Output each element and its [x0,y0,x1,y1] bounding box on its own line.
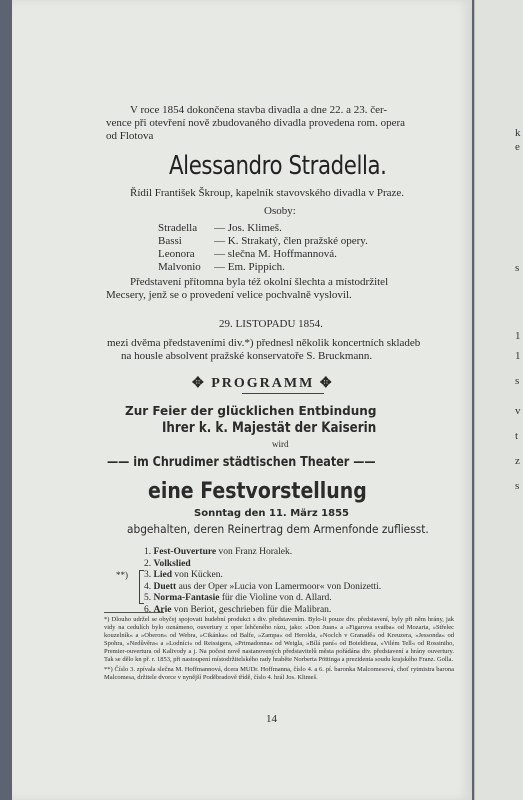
fragment-letter: v [515,405,521,417]
cast-row [158,261,368,274]
cast-actor: — Em. Pippich. [214,261,285,273]
divider [242,393,324,394]
cast-row [158,235,368,248]
footnote-separator [104,612,164,613]
cast-role: Bassi [158,235,182,247]
list-item [144,559,381,571]
footnote-marker: **) [116,570,128,580]
program-line: abgehalten, deren Reinertrag dem Armenfonde zufliesst. [127,522,429,536]
cast-heading: Osoby: [264,205,296,217]
ornament-left-icon: ✥ [192,376,206,391]
opera-title: Alessandro Stradella. [169,151,387,181]
list-item [144,547,381,559]
program-line: Ihrer k. k. Majestät der Kaiserin [162,420,377,436]
item-title: Duett [153,581,177,592]
fragment-letter: z [515,455,520,467]
fragment-letter: k [515,127,521,139]
item-number: 1. [144,547,152,557]
concert-note [107,337,420,363]
festvorstellung-title: eine Festvorstellung [148,479,367,504]
cast-row [158,222,368,235]
item-title: Volkslied [153,558,191,569]
footnotes [104,616,454,682]
note-line: mezi dvěma představeními div.*) přednesl několik koncertních skladeb [107,337,421,349]
note-line: Mecsery, jenž se o provedení velice pochvalně vyslovil. [106,289,352,301]
intro-line: vence při otevření nově zbudovaného divadla provedena rom. opera [106,117,406,129]
fragment-letter: 1 [515,350,521,362]
intro-paragraph [106,104,460,143]
item-rest: für die Violine von d. Allard. [219,593,332,603]
programm-label: PROGRAMM [211,376,315,391]
program-line [107,455,376,470]
item-title: Fest-Ouverture [153,547,217,557]
program-date: Sonntag den 11. März 1855 [194,508,349,519]
cast-actor: — K. Strakatý, člen pražské opery. [214,235,368,247]
programm-heading [192,375,334,392]
cast-role: Stradella [158,222,198,234]
item-number: 5. [144,593,152,603]
item-number: 4. [144,581,152,592]
list-item [144,570,381,582]
dash-right: —— [353,455,376,470]
list-item [144,593,381,605]
cast-row [158,248,368,261]
attendance-note [106,276,389,302]
fragment-letter: s [515,480,520,492]
cast-role: Malvonio [158,261,201,273]
footnote: *) Dlouho udržel se obyčej spojovati hudební produkci s div. představením. Bylo-li pouze div. představení, byly při něm hrány, jak vidy na cedulích bylo oznámeno, ouvertury z oper lehčeného rázu, jako: »Don Juan« a »Figarova svatba« od Mozarta, »Střelec kouzelník« a »Oberon« od Webra, »Cikánka« od Balfe, »Zampa« od Herolda, »Noclch v Granadě« od Kreuzera, »Jessonda« od Spohra, »Nedůvěra« a »Lodníci« od Reissigera, »Primadonna« od Weigla, »Bílá paní« od Boieldieua, »Vilém Tell« od Rossiniho, Premier-ouvertura od Kalivody a j. Na počest nově nastanovených představitelů města pořádána div. představení a hrány ouvertury. Tak se dělo kn př. r. 1853, při nastoupení místodržitelského rady hraběte Norberta Pöttinga a prezidenta soudu krajského Franz. Golla. [104,616,454,663]
document-page [12,0,472,800]
note-line: na housle absolvent pražské konservatoře S. Bruckmann. [121,350,373,362]
program-line: Zur Feier der glücklichen Entbindung [125,404,377,418]
item-number: 6. [144,604,152,615]
item-title: Lied [153,570,172,580]
director-line: Řídil František Škroup, kapelník stavovského divadla v Praze. [130,187,405,199]
item-number: 3. [144,570,152,580]
fragment-letter: s [515,262,520,274]
note-line: Představení přítomna byla též okolní šlechta a místodržitel [130,276,389,288]
dash-left: —— [107,455,130,470]
intro-line: od Flotova [106,130,154,142]
program-wird: wird [272,439,289,449]
item-rest: aus der Oper »Lucia von Lamermoor« von Donizetti. [176,581,382,592]
ornament-right-icon: ✥ [319,376,334,391]
item-rest: von Franz Horalek. [216,547,293,557]
footnote: **) Číslo 3. zpívala slečna M. Hoffmannová, dcera MUDr. Hoffmanna, číslo 4. a 6. pí. baronka Malcomesová, choť rytmistra barona Malcomesa, držitele dvorce v nynější Poděbradově třídě, číslo 4. hrál Jos. Klimeš. [104,666,454,681]
fragment-letter: 1 [515,330,521,342]
item-number: 2. [144,558,152,569]
fragment-letter: t [515,430,519,442]
theater-line: im Chrudimer städtischen Theater [133,455,350,470]
intro-line: V roce 1854 dokončena stavba divadla a dne 22. a 23. čer- [130,104,388,116]
item-rest: von Kücken. [171,570,223,580]
program-list [144,547,381,616]
bracket-line [139,570,144,604]
cast-actor: — Jos. Klimeš. [214,222,282,234]
item-title: Arie [153,604,172,615]
list-item [144,605,381,617]
cast-role: Leonora [158,248,195,260]
fragment-letter: s [515,375,520,387]
cast-list [158,222,368,274]
list-item [144,582,381,594]
item-title: Norma-Fantasie [153,593,220,603]
cast-actor: — slečna M. Hoffmannová. [214,248,337,260]
date-heading: 29. LISTOPADU 1854. [219,318,323,330]
page-number: 14 [266,713,277,725]
item-rest: von Beriot, geschrieben für die Malibran. [171,604,332,615]
adjacent-page-edge [474,0,523,800]
fragment-letter: e [515,141,520,153]
